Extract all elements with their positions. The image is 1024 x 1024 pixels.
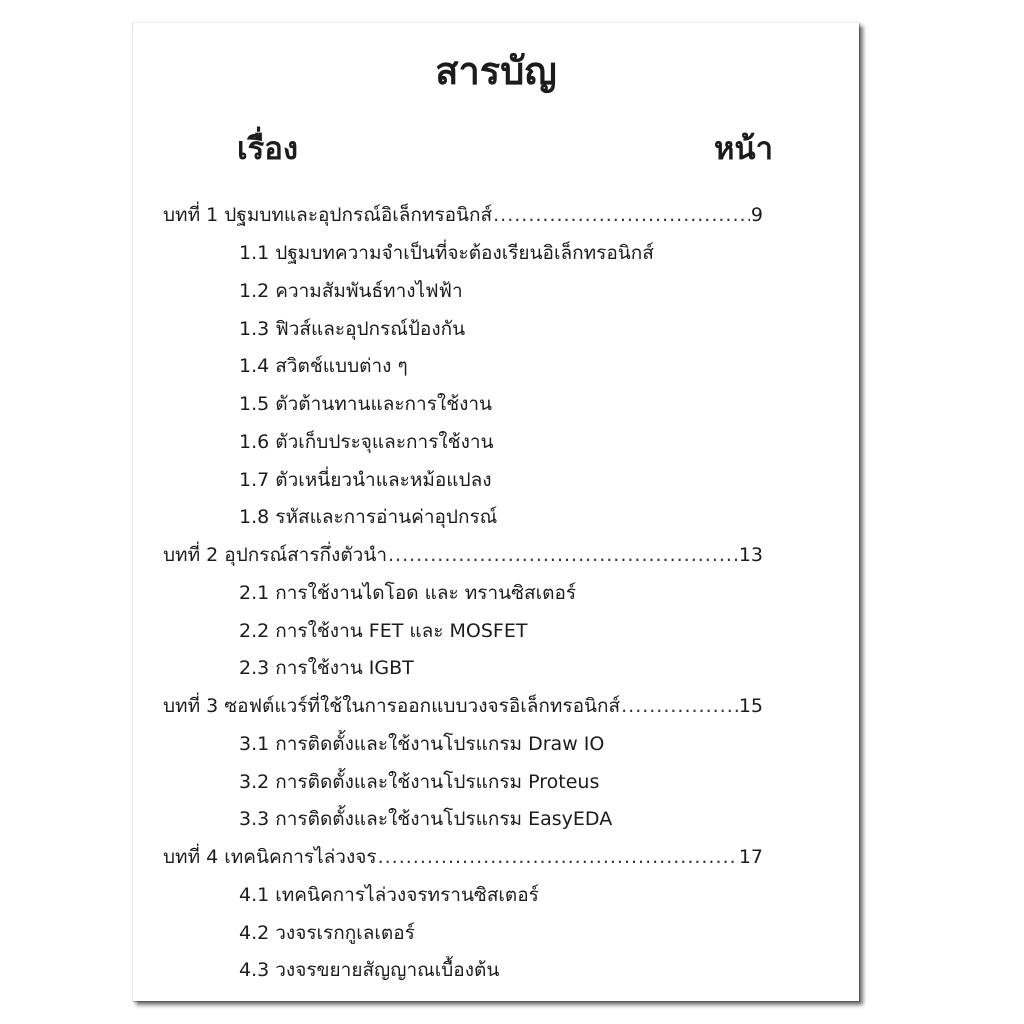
table-of-contents bbox=[163, 197, 763, 990]
chapter-page-number: 9 bbox=[750, 204, 763, 227]
toc-section-row: 1.5 ตัวต้านทานและการใช้งาน bbox=[239, 393, 493, 416]
toc-section-row: 1.2 ความสัมพันธ์ทางไฟฟ้า bbox=[239, 279, 463, 302]
chapter-title: บทที่ 1 ปฐมบทและอุปกรณ์อิเล็กทรอนิกส์ bbox=[163, 204, 493, 227]
toc-chapter-row bbox=[163, 197, 763, 235]
chapter-page-number: 15 bbox=[738, 695, 763, 718]
toc-chapter-row bbox=[163, 688, 763, 726]
chapter-title: บทที่ 4 เทคนิคการไล่วงจร bbox=[163, 846, 377, 869]
toc-section-row: 3.3 การติดตั้งและใช้งานโปรแกรม EasyEDA bbox=[239, 808, 613, 831]
toc-section-row: 3.1 การติดตั้งและใช้งานโปรแกรม Draw IO bbox=[239, 732, 605, 755]
toc-section-row: 4.3 วงจรขยายสัญญาณเบื้องต้น bbox=[239, 959, 500, 982]
chapter-title: บทที่ 2 อุปกรณ์สารกึ่งตัวนำ bbox=[163, 544, 388, 567]
toc-section-row: 4.1 เทคนิคการไล่วงจรทรานซิสเตอร์ bbox=[239, 883, 539, 906]
toc-section-row: 1.1 ปฐมบทความจำเป็นที่จะต้องเรียนอิเล็กทรอนิกส์ bbox=[239, 242, 654, 265]
toc-section-row: 1.8 รหัสและการอ่านค่าอุปกรณ์ bbox=[239, 506, 498, 529]
toc-section-row: 2.1 การใช้งานไดโอด และ ทรานซิสเตอร์ bbox=[239, 581, 577, 604]
chapter-page-number: 13 bbox=[738, 544, 763, 567]
toc-section-row: 2.2 การใช้งาน FET และ MOSFET bbox=[239, 619, 528, 642]
dot-leader bbox=[621, 697, 738, 716]
toc-section-row: 3.2 การติดตั้งและใช้งานโปรแกรม Proteus bbox=[239, 770, 600, 793]
dot-leader bbox=[388, 546, 738, 565]
dot-leader bbox=[493, 206, 750, 225]
document-page bbox=[132, 22, 859, 1001]
toc-chapter-row bbox=[163, 839, 763, 877]
toc-section-row: 2.3 การใช้งาน IGBT bbox=[239, 657, 414, 680]
toc-section-row: 1.7 ตัวเหนี่ยวนำและหม้อแปลง bbox=[239, 468, 492, 491]
page-title: สารบัญ bbox=[435, 49, 557, 93]
toc-section-row: 1.3 ฟิวส์และอุปกรณ์ป้องกัน bbox=[239, 317, 466, 340]
subject-column-header: เรื่อง bbox=[237, 131, 299, 167]
chapter-title: บทที่ 3 ซอฟต์แวร์ที่ใช้ในการออกแบบวงจรอิเล็กทรอนิกส์ bbox=[163, 695, 621, 718]
dot-leader bbox=[378, 848, 738, 867]
toc-chapter-row bbox=[163, 537, 763, 575]
page-column-header: หน้า bbox=[713, 131, 773, 167]
toc-section-row: 1.6 ตัวเก็บประจุและการใช้งาน bbox=[239, 430, 494, 453]
toc-section-row: 4.2 วงจรเรกกูเลเตอร์ bbox=[239, 921, 415, 944]
chapter-page-number: 17 bbox=[738, 846, 763, 869]
toc-section-row: 1.4 สวิตช์แบบต่าง ๆ bbox=[239, 355, 408, 378]
